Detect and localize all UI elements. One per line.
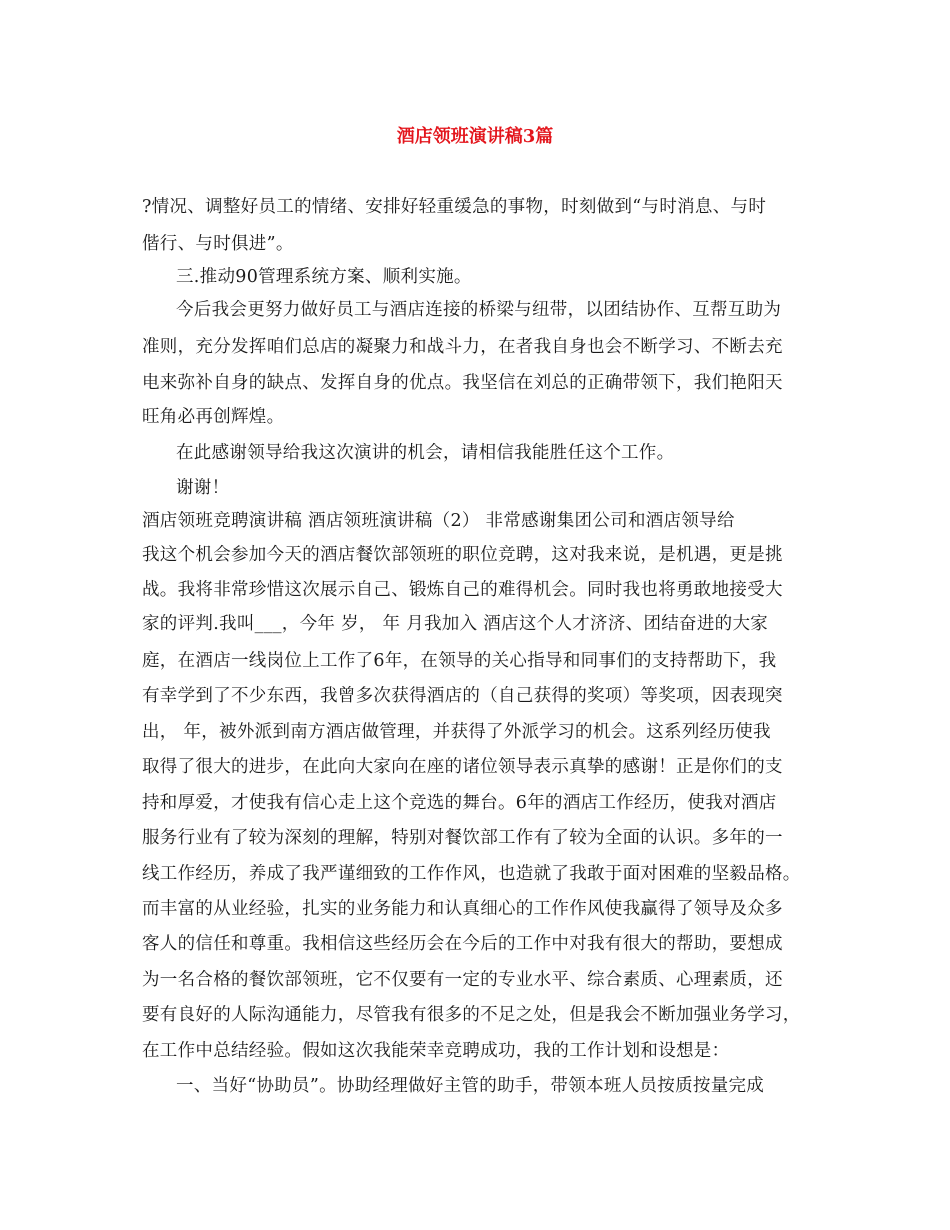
body-line: 庭，在酒店一线岗位上工作了6年，在领导的关心指导和同事们的支持帮助下，我 [142, 651, 777, 671]
body-line: 家的评判.我叫___，今年 岁， 年 月我加入 酒店这个人才济济、团结奋进的大家 [142, 614, 769, 634]
body-line: 取得了很大的进步，在此向大家向在座的诸位领导表示真挚的感谢！正是你们的支 [142, 757, 783, 777]
body-line: 准则，充分发挥咱们总店的凝聚力和战斗力，在者我自身也会不断学习、不断去充 [142, 337, 783, 357]
body-line: 偕行、与时俱进”。 [142, 234, 294, 254]
body-line: 我这个机会参加今天的酒店餐饮部领班的职位竞聘，这对我来说，是机遇，更是挑 [142, 545, 783, 565]
body-line: ?情况、调整好员工的情绪、安排好轻重缓急的事物，时刻做到“与时消息、与时 [142, 197, 767, 217]
body-line: 客人的信任和尊重。我相信这些经历会在今后的工作中对我有很大的帮助，要想成 [142, 934, 783, 954]
body-line: 服务行业有了较为深刻的理解，特别对餐饮部工作有了较为全面的认识。多年的一 [142, 828, 783, 848]
body-line: 线工作经历，养成了我严谨细致的工作作风，也造就了我敢于面对困难的坚毅品格。 [142, 864, 801, 884]
body-line: 要有良好的人际沟通能力，尽管我有很多的不足之处，但是我会不断加强业务学习， [142, 1005, 801, 1025]
body-line: 持和厚爱，才使我有信心走上这个竞选的舞台。6年的酒店工作经历，使我对酒店 [142, 793, 777, 813]
body-line: 谢谢！ [176, 478, 230, 498]
body-line: 在此感谢领导给我这次演讲的机会，请相信我能胜任这个工作。 [176, 443, 675, 463]
body-line: 一、当好“协助员”。协助经理做好主管的助手，带领本班人员按质按量完成 [176, 1076, 765, 1096]
body-line: 为一名合格的餐饮部领班，它不仅要有一定的专业水平、综合素质、心理素质，还 [142, 970, 783, 990]
body-line: 而丰富的从业经验，扎实的业务能力和认真细心的工作作风使我赢得了领导及众多 [142, 899, 783, 919]
body-line: 在工作中总结经验。假如这次我能荣幸竞聘成功，我的工作计划和设想是： [142, 1041, 730, 1061]
body-line: 酒店领班竞聘演讲稿 酒店领班演讲稿（2） 非常感谢集团公司和酒店领导给 [142, 511, 735, 531]
body-line: 旺角必再创辉煌。 [142, 407, 285, 427]
body-line: 今后我会更努力做好员工与酒店连接的桥梁与纽带，以团结协作、互帮互助为 [176, 300, 782, 320]
body-line: 出， 年，被外派到南方酒店做管理，并获得了外派学习的机会。这系列经历使我 [142, 722, 771, 742]
body-line: 三.推动90管理系统方案、顺利实施。 [176, 267, 472, 287]
body-line: 战。我将非常珍惜这次展示自己、锻炼自己的难得机会。同时我也将勇敢地接受大 [142, 580, 783, 600]
body-line: 电来弥补自身的缺点、发挥自身的优点。我坚信在刘总的正确带领下，我们艳阳天 [142, 373, 783, 393]
document-title: 酒店领班演讲稿3篇 [396, 126, 554, 147]
body-line: 有幸学到了不少东西，我曾多次获得酒店的（自己获得的奖项）等奖项，因表现突 [142, 686, 783, 706]
